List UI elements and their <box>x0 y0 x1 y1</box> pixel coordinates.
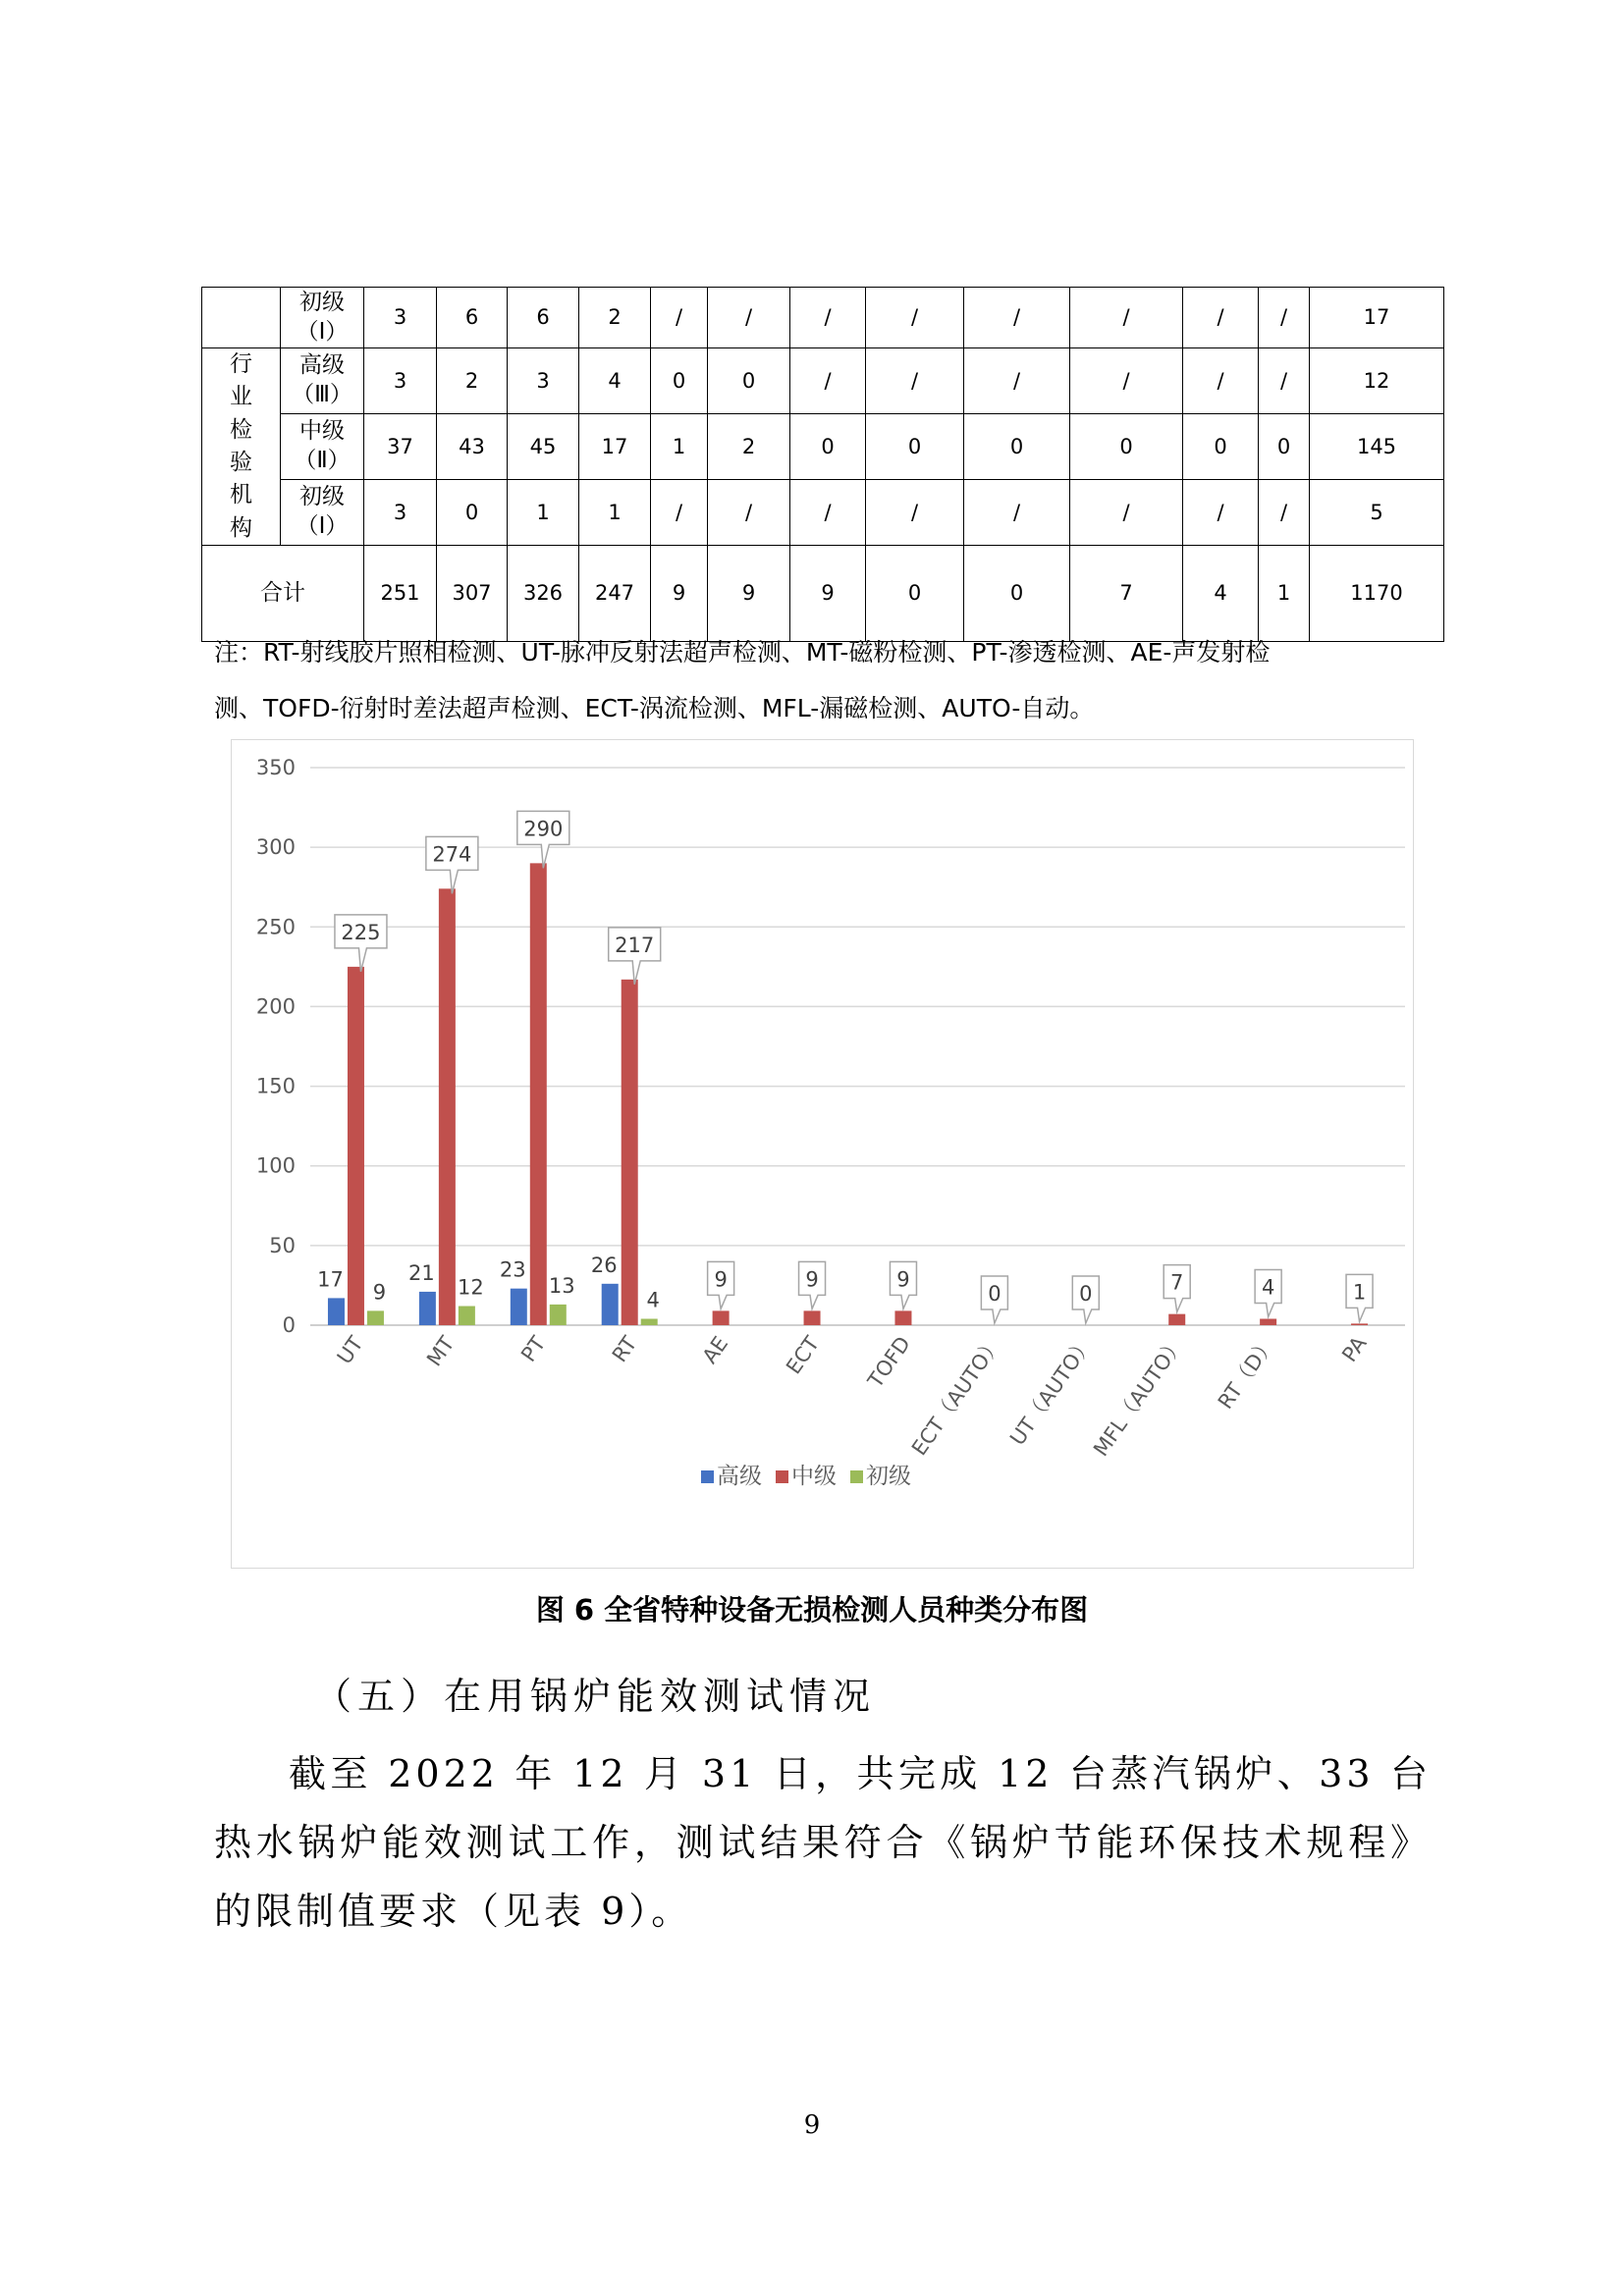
x-tick-label: RT（D） <box>1213 1332 1280 1414</box>
data-label: 0 <box>1079 1282 1093 1306</box>
y-tick-label: 0 <box>282 1313 296 1337</box>
table-row <box>202 480 1444 546</box>
data-label: 225 <box>341 920 381 944</box>
legend-swatch <box>776 1470 788 1483</box>
bar <box>602 1284 619 1325</box>
table-cell: / <box>964 348 1070 414</box>
table-cell: / <box>1070 348 1183 414</box>
data-label: 17 <box>317 1267 344 1292</box>
table-cell: / <box>1183 348 1259 414</box>
table-cell: / <box>1070 288 1183 348</box>
body-paragraph: 截至 2022 年 12 月 31 日，共完成 12 台蒸汽锅炉、33 台热水锅炉能效测试工作，测试结果符合《锅炉节能环保技术规程》的限制值要求（见表 9）。 <box>214 1752 1432 1933</box>
level-cell: 初级 （Ⅰ） <box>281 288 364 348</box>
bar <box>713 1310 730 1325</box>
table-cell: 2 <box>437 348 508 414</box>
table-cell: 5 <box>1310 480 1444 546</box>
y-tick-label: 100 <box>255 1153 296 1178</box>
legend-swatch <box>701 1470 714 1483</box>
table-cell: / <box>866 288 964 348</box>
table-cell: 3 <box>364 480 437 546</box>
bar <box>1168 1314 1185 1325</box>
table-cell: 6 <box>437 288 508 348</box>
table-cell: 0 <box>964 414 1070 480</box>
level-cell: 中级 （Ⅱ） <box>281 414 364 480</box>
table-cell: 0 <box>1183 414 1259 480</box>
table-cell: 43 <box>437 414 508 480</box>
bar <box>439 888 456 1325</box>
table-cell-total: 0 <box>964 546 1070 642</box>
figure-caption: 图 6 全省特种设备无损检测人员种类分布图 <box>535 1593 1089 1627</box>
data-label: 217 <box>615 933 655 957</box>
table-cell: / <box>1183 288 1259 348</box>
data-label: 9 <box>714 1267 728 1292</box>
legend-swatch <box>850 1470 863 1483</box>
bar <box>804 1310 821 1325</box>
table-cell: / <box>790 480 866 546</box>
data-label: 12 <box>458 1275 484 1300</box>
bar <box>328 1298 345 1325</box>
table-cell: 0 <box>790 414 866 480</box>
table-cell: 1 <box>579 480 651 546</box>
table-cell: / <box>790 288 866 348</box>
x-tick-label: ECT（AUTO） <box>906 1332 1006 1461</box>
bar <box>511 1289 527 1325</box>
table-cell-total: 9 <box>790 546 866 642</box>
y-tick-label: 300 <box>255 835 296 860</box>
page-number: 9 <box>803 2110 821 2140</box>
bar <box>367 1310 384 1325</box>
bar <box>1351 1323 1368 1325</box>
table-cell-total: 7 <box>1070 546 1183 642</box>
x-tick-label: ECT <box>782 1332 825 1379</box>
table-cell: 17 <box>1310 288 1444 348</box>
group-label-cell: 行 业 检 验 机 构 <box>202 348 281 546</box>
data-label: 9 <box>372 1280 387 1305</box>
data-label: 274 <box>432 842 472 867</box>
table-cell-total: 1170 <box>1310 546 1444 642</box>
table-cell: 12 <box>1310 348 1444 414</box>
data-label: 9 <box>805 1267 819 1292</box>
table-cell-total: 307 <box>437 546 508 642</box>
table-cell: / <box>1259 288 1310 348</box>
table-cell: / <box>964 480 1070 546</box>
table-cell: / <box>651 480 708 546</box>
data-label: 21 <box>408 1260 435 1285</box>
bar <box>1260 1319 1276 1325</box>
bar <box>894 1310 911 1325</box>
y-tick-label: 250 <box>255 915 296 939</box>
table-cell-total: 0 <box>866 546 964 642</box>
bar <box>348 967 364 1325</box>
data-label: 26 <box>590 1253 618 1277</box>
table-cell-total: 251 <box>364 546 437 642</box>
table-cell-total: 9 <box>708 546 790 642</box>
table-cell: 0 <box>1259 414 1310 480</box>
bar <box>550 1305 567 1325</box>
table-cell: 6 <box>508 288 579 348</box>
x-tick-label: PT <box>516 1332 551 1366</box>
y-tick-label: 200 <box>255 994 296 1019</box>
data-label: 290 <box>523 817 564 841</box>
table-row <box>202 348 1444 414</box>
group-cell-blank <box>202 288 281 348</box>
table-cell-total: 326 <box>508 546 579 642</box>
table-cell: 0 <box>651 348 708 414</box>
bar <box>641 1319 658 1325</box>
total-label-cell: 合计 <box>202 546 364 642</box>
table-cell: 45 <box>508 414 579 480</box>
table-cell: 3 <box>508 348 579 414</box>
table-cell: / <box>651 288 708 348</box>
bar <box>459 1307 475 1325</box>
x-tick-label: MT <box>422 1332 460 1371</box>
table-cell: 1 <box>651 414 708 480</box>
data-label: 9 <box>896 1267 910 1292</box>
x-tick-label: AE <box>697 1332 733 1368</box>
table-cell: 0 <box>866 414 964 480</box>
y-tick-label: 350 <box>255 756 296 779</box>
table-cell: 2 <box>579 288 651 348</box>
table-cell: 3 <box>364 348 437 414</box>
x-tick-label: TOFD <box>863 1332 916 1393</box>
level-cell: 初级 （Ⅰ） <box>281 480 364 546</box>
stat-table <box>201 287 1444 642</box>
table-cell: / <box>1259 348 1310 414</box>
data-label: 0 <box>988 1282 1001 1306</box>
chart-frame <box>231 739 1414 1569</box>
table-note-line-2: 测、TOFD-衍射时差法超声检测、ECT-涡流检测、MFL-漏磁检测、AUTO-自动。 <box>214 694 1095 722</box>
table-cell: 145 <box>1310 414 1444 480</box>
table-cell: / <box>790 348 866 414</box>
table-cell: 2 <box>708 414 790 480</box>
x-tick-label: UT（AUTO） <box>1005 1332 1098 1450</box>
bar-chart <box>232 740 1415 1570</box>
table-cell: 1 <box>508 480 579 546</box>
data-label: 13 <box>548 1273 575 1298</box>
table-cell: 37 <box>364 414 437 480</box>
table-cell: / <box>708 288 790 348</box>
y-tick-label: 150 <box>255 1074 296 1098</box>
table-cell: 0 <box>708 348 790 414</box>
table-cell: 4 <box>579 348 651 414</box>
bar <box>622 980 638 1325</box>
table-cell-total: 4 <box>1183 546 1259 642</box>
data-label: 4 <box>1261 1275 1275 1300</box>
table-cell: / <box>866 348 964 414</box>
level-cell: 高级 （Ⅲ） <box>281 348 364 414</box>
table-cell: 0 <box>1070 414 1183 480</box>
table-cell: / <box>1183 480 1259 546</box>
table-cell: / <box>964 288 1070 348</box>
table-cell: 3 <box>364 288 437 348</box>
legend-label: 高级 <box>717 1464 762 1489</box>
table-cell: 17 <box>579 414 651 480</box>
bar <box>530 863 547 1325</box>
table-cell-total: 9 <box>651 546 708 642</box>
table-cell-total: 247 <box>579 546 651 642</box>
table-cell: / <box>1259 480 1310 546</box>
table-cell: 0 <box>437 480 508 546</box>
data-label: 4 <box>646 1288 660 1312</box>
x-tick-label: UT <box>332 1332 368 1368</box>
x-tick-label: PA <box>1337 1332 1372 1366</box>
table-cell: / <box>708 480 790 546</box>
bar <box>419 1292 436 1325</box>
x-tick-label: MFL（AUTO） <box>1089 1332 1189 1462</box>
table-cell: / <box>866 480 964 546</box>
y-tick-label: 50 <box>269 1233 296 1257</box>
legend-label: 中级 <box>791 1464 837 1489</box>
legend-label: 初级 <box>866 1464 911 1489</box>
x-tick-label: RT <box>607 1332 642 1367</box>
data-label: 1 <box>1352 1280 1367 1305</box>
table-note-line-1: 注：RT-射线胶片照相检测、UT-脉冲反射法超声检测、MT-磁粉检测、PT-渗透检测、AE-声发射检 <box>214 638 1271 667</box>
section-heading: （五）在用锅炉能效测试情况 <box>314 1675 877 1718</box>
data-label: 7 <box>1170 1270 1184 1295</box>
table-row <box>202 414 1444 480</box>
table-cell-total: 1 <box>1259 546 1310 642</box>
table-cell: / <box>1070 480 1183 546</box>
data-label: 23 <box>499 1257 526 1282</box>
table-row <box>202 288 1444 348</box>
